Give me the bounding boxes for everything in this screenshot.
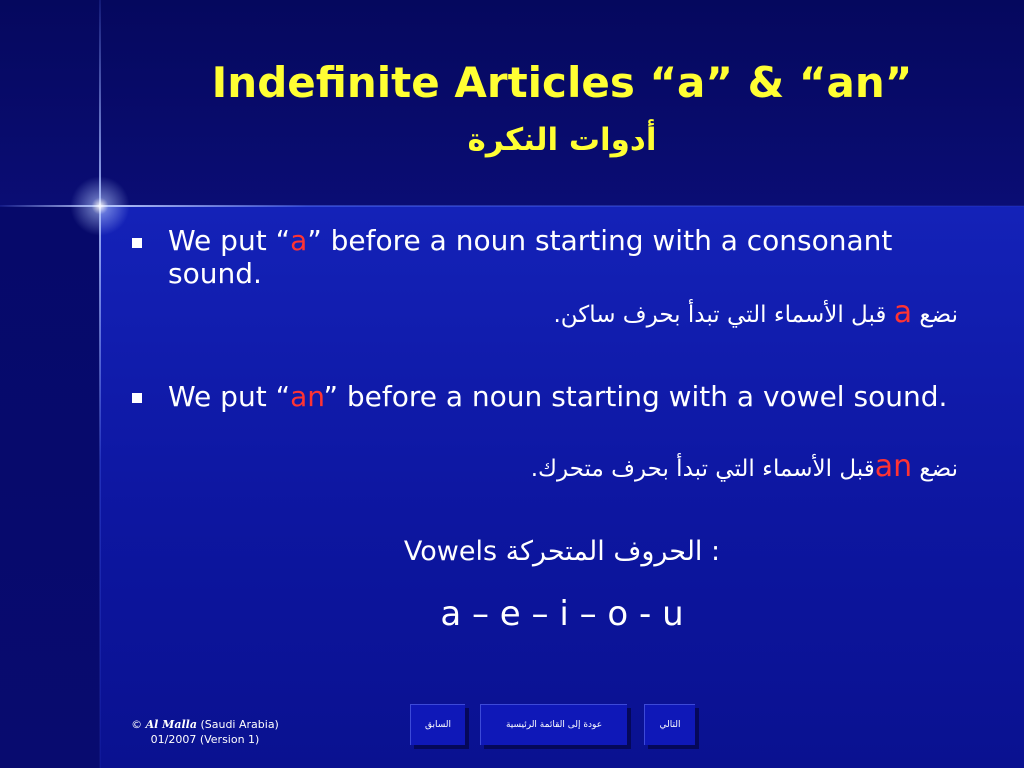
point-2-post: ” before a noun starting with a vowel sound. <box>323 380 948 413</box>
point-1-post: ” before a noun starting with a consonant sound. <box>168 224 893 290</box>
point-2-arabic <box>198 449 958 484</box>
star-glow-decoration <box>70 176 130 236</box>
footer-date-version: 01/2007 (Version 1) <box>150 733 260 746</box>
point-2-article: an <box>290 380 324 413</box>
point-1-pre: We put “ <box>168 224 291 257</box>
previous-slide-button[interactable]: السابق <box>410 704 465 745</box>
point-1-ar-pre: نضع <box>912 302 958 328</box>
vowels-label: Vowels الحروف المتحركة : <box>403 536 721 567</box>
main-menu-button[interactable]: عودة إلى القائمة الرئيسية <box>480 704 627 745</box>
point-1-ar-post: قبل الأسماء التي تبدأ بحرف ساكن. <box>553 302 887 328</box>
slide-title: Indefinite Articles “a” & “an” <box>211 58 913 107</box>
point-1-arabic <box>198 295 958 330</box>
point-1-english <box>168 224 968 290</box>
slide-subtitle-arabic: أدوات النكرة <box>467 122 657 158</box>
bullet-icon <box>132 393 142 403</box>
point-2-ar-article: an <box>874 449 913 484</box>
bullet-icon <box>132 238 142 248</box>
horizontal-light-line <box>0 205 1024 207</box>
vertical-light-line <box>99 0 101 768</box>
point-2-english <box>168 380 968 413</box>
point-2-ar-pre: نضع <box>912 456 958 482</box>
vowels-list: a – e – i – o - u <box>440 594 684 634</box>
next-slide-button[interactable]: التالي <box>644 704 695 745</box>
copyright-symbol: © <box>131 718 143 731</box>
point-1-article: a <box>290 224 308 257</box>
left-margin-background <box>0 206 100 768</box>
content-area-background <box>100 206 1024 768</box>
point-2-ar-post: قبل الأسماء التي تبدأ بحرف متحرك. <box>530 456 875 482</box>
point-2-pre: We put “ <box>168 380 291 413</box>
footer-brand: Al Malla <box>145 718 197 731</box>
point-1-ar-article: a <box>893 295 913 330</box>
footer-country: (Saudi Arabia) <box>196 718 279 731</box>
footer-credit <box>130 717 280 747</box>
